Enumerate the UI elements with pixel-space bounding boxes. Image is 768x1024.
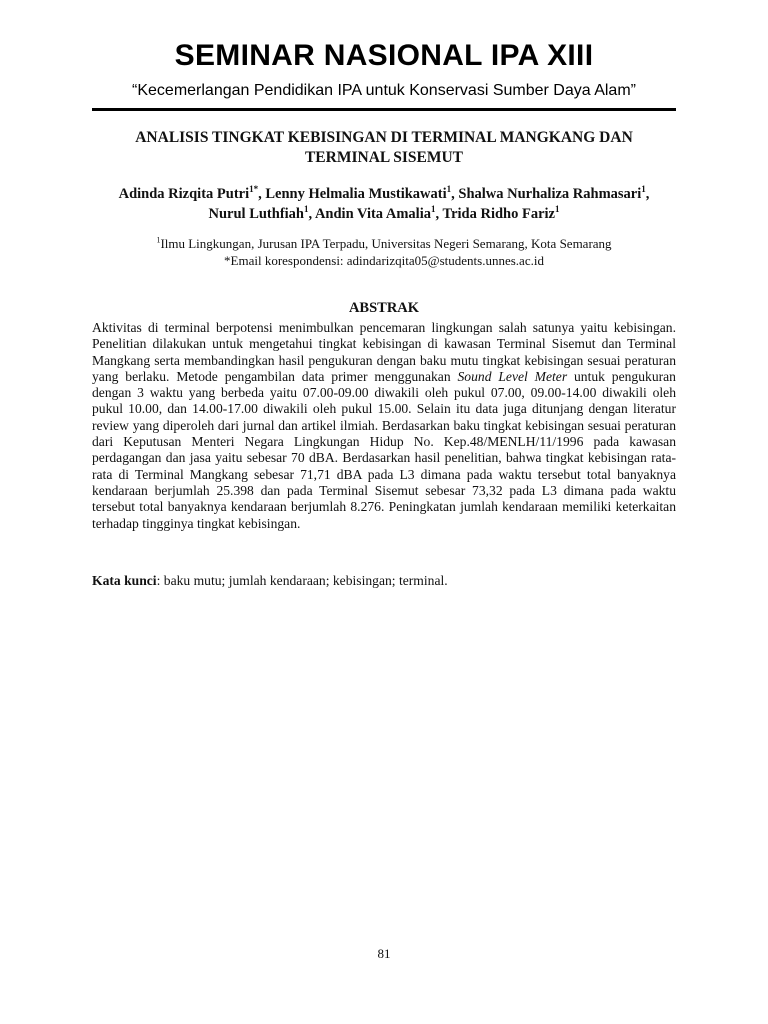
abstract-heading: ABSTRAK xyxy=(348,300,420,316)
author-list xyxy=(92,184,676,224)
author-name: Lenny Helmalia Mustikawati xyxy=(265,186,447,202)
author-affiliation-mark: 1 xyxy=(430,204,436,215)
author-separator: , xyxy=(451,186,459,202)
author-affiliation-mark: 1 xyxy=(555,204,560,215)
header-divider xyxy=(92,108,676,111)
abstract-text-part-1: Aktivitas di terminal berpotensi menimbulkan pencemaran lingkungan salah satunya yaitu kebisingan. Penelitian dilakukan untuk mengetahui tingkat kebisingan di kawasan Terminal Sisemut dan Terminal Mangkang serta membandingkan hasil pengukuran dengan baku mutu tingkat kebisingan sesuai peraturan yang berlaku. Metode pengambilan data primer menggunakan xyxy=(92,320,676,384)
seminar-header xyxy=(0,38,768,102)
seminar-subtitle: “Kecemerlangan Pendidikan IPA untuk Konservasi Sumber Daya Alam” xyxy=(132,82,636,99)
keywords xyxy=(92,572,676,589)
abstract-italic-term: Sound Level Meter xyxy=(457,368,568,384)
author-separator: , xyxy=(258,186,266,202)
author-name: Shalwa Nurhaliza Rahmasari xyxy=(458,186,642,202)
keywords-label: Kata kunci xyxy=(92,573,157,588)
affiliation-text: Ilmu Lingkungan, Jurusan IPA Terpadu, Universitas Negeri Semarang, Kota Semarang xyxy=(160,236,612,251)
author-line-1 xyxy=(92,184,676,204)
affiliation-line xyxy=(92,235,676,252)
page-number: 81 xyxy=(377,946,391,961)
author-name: Trida Ridho Fariz xyxy=(442,206,555,222)
paper-title-line-1: ANALISIS TINGKAT KEBISINGAN DI TERMINAL MANGKANG DAN xyxy=(135,129,633,146)
author-affiliation-mark: 1 xyxy=(446,184,452,195)
affiliation-block xyxy=(92,235,676,269)
author-affiliation-mark: 1 xyxy=(641,184,646,195)
author-line-2 xyxy=(92,204,676,224)
author-name: Nurul Luthfiah xyxy=(208,206,304,222)
paper-title-line-2: TERMINAL SISEMUT xyxy=(304,149,464,166)
author-separator: , xyxy=(645,186,650,202)
author-affiliation-mark: 1* xyxy=(249,184,259,195)
author-separator: , xyxy=(308,206,315,222)
author-name: Adinda Rizqita Putri xyxy=(118,186,250,202)
author-name: Andin Vita Amalia xyxy=(314,206,431,222)
seminar-title: SEMINAR NASIONAL IPA XIII xyxy=(174,39,594,72)
paper-title xyxy=(92,128,676,168)
keywords-text: : baku mutu; jumlah kendaraan; kebisingan; terminal. xyxy=(156,573,448,588)
affiliation-mark: 1 xyxy=(156,235,161,245)
abstract-body xyxy=(92,320,676,532)
author-affiliation-mark: 1 xyxy=(304,204,309,215)
abstract-text-part-2: untuk pengukuran dengan 3 waktu yang berbeda yaitu 07.00-09.00 diwakili oleh pukul 07.00, 09.00-14.00 diwakili oleh pukul 10.00, dan 14.00-17.00 diwakili oleh pukul 15.00. Selain itu data juga ditunjang dengan literatur review yang diperoleh dari jurnal dan artikel ilmiah. Berdasarkan baku tingkat kebisingan sesuai peraturan dari Keputusan Menteri Negara Lingkungan Hidup No. Kep.48/MENLH/11/1996 pada kawasan perdagangan dan jasa yaitu sebesar 70 dBA. Berdasarkan hasil penelitian, bahwa tingkat kebisingan rata-rata di Terminal Mangkang sebesar 71,71 dBA pada L3 dimana pada waktu tersebut total banyaknya kendaraan berjumlah 25.398 dan pada Terminal Sisemut sebesar 73,32 pada L3 dimana pada waktu tersebut total banyaknya kendaraan berjumlah 8.276. Peningkatan jumlah kendaraan memiliki keterkaitan terhadap tingginya tingkat kebisingan. xyxy=(92,368,676,531)
author-separator: , xyxy=(435,206,443,222)
correspondence-email: *Email korespondensi: adindarizqita05@students.unnes.ac.id xyxy=(224,253,544,268)
